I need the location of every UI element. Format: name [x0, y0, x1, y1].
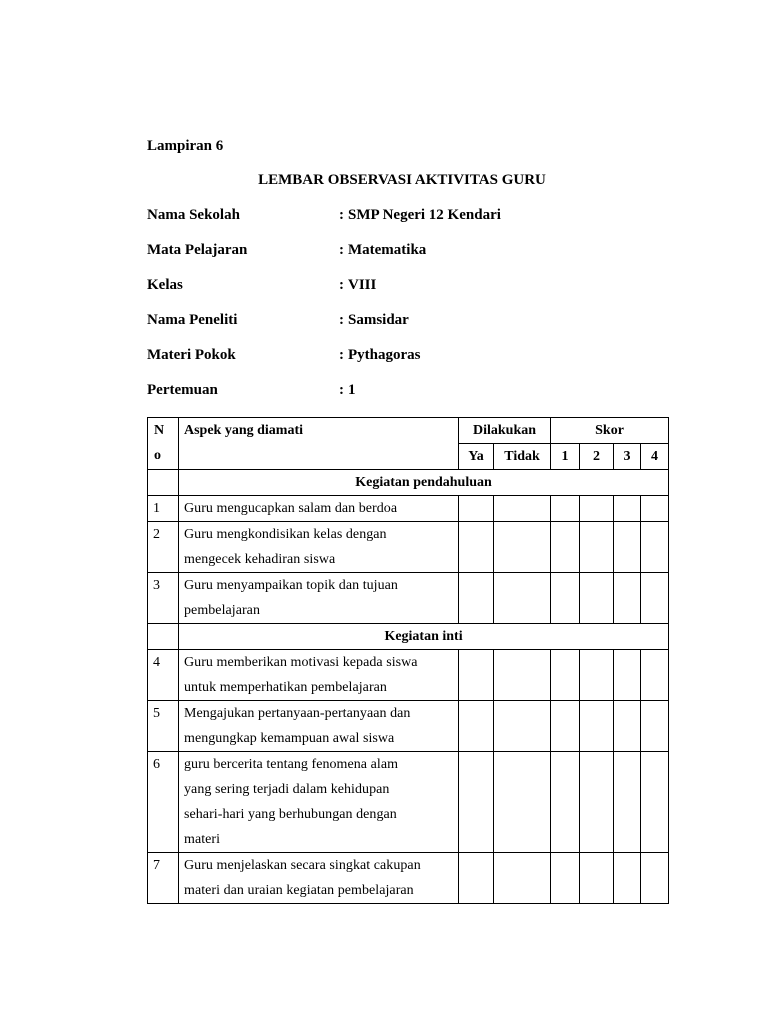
row-aspect — [179, 752, 459, 853]
row-number: 1 — [148, 496, 179, 522]
row-aspect-line: Guru mengucapkan salam dan berdoa — [184, 501, 398, 516]
cell-score-1 — [551, 496, 580, 522]
cell-score-3 — [614, 522, 641, 573]
header-tidak: Tidak — [494, 444, 551, 470]
section-row — [148, 624, 669, 650]
table-row — [148, 752, 669, 853]
section-title: Kegiatan inti — [179, 624, 669, 650]
cell-score-3 — [614, 496, 641, 522]
cell-score-4 — [641, 522, 669, 573]
cell-tidak — [494, 650, 551, 701]
info-value: Pythagoras — [348, 347, 421, 363]
row-aspect-line: materi dan uraian kegiatan pembelajaran — [184, 883, 414, 898]
info-value: Matematika — [348, 242, 427, 258]
cell-score-2 — [580, 853, 614, 904]
info-separator: : — [339, 347, 344, 363]
header-dilakukan: Dilakukan — [459, 418, 551, 444]
row-aspect-line: Mengajukan pertanyaan-pertanyaan dan — [184, 706, 411, 721]
section-spacer-cell — [148, 470, 179, 496]
info-separator: : — [339, 382, 344, 398]
header-score-4: 4 — [641, 444, 669, 470]
info-separator: : — [339, 312, 344, 328]
table-row — [148, 650, 669, 701]
header-ya: Ya — [459, 444, 494, 470]
table-row — [148, 701, 669, 752]
header-score-2: 2 — [580, 444, 614, 470]
header-score-3: 3 — [614, 444, 641, 470]
row-number: 2 — [148, 522, 179, 573]
row-aspect — [179, 701, 459, 752]
header-skor: Skor — [551, 418, 669, 444]
cell-tidak — [494, 522, 551, 573]
document-title: LEMBAR OBSERVASI AKTIVITAS GURU — [258, 172, 546, 188]
cell-tidak — [494, 752, 551, 853]
cell-score-2 — [580, 573, 614, 624]
header-no-cell — [148, 418, 179, 470]
section-spacer-cell — [148, 624, 179, 650]
section-row — [148, 470, 669, 496]
info-label: Nama Peneliti — [147, 312, 238, 328]
info-value: Samsidar — [348, 312, 409, 328]
row-aspect-line: Guru menyampaikan topik dan tujuan — [184, 578, 398, 593]
cell-score-2 — [580, 650, 614, 701]
row-aspect-line: yang sering terjadi dalam kehidupan — [184, 782, 390, 797]
info-separator: : — [339, 242, 344, 258]
cell-ya — [459, 752, 494, 853]
cell-score-1 — [551, 522, 580, 573]
cell-score-1 — [551, 573, 580, 624]
cell-ya — [459, 853, 494, 904]
row-aspect-line: mengecek kehadiran siswa — [184, 552, 336, 567]
section-title: Kegiatan pendahuluan — [179, 470, 669, 496]
row-aspect — [179, 496, 459, 522]
cell-score-2 — [580, 496, 614, 522]
observation-table — [147, 417, 669, 904]
cell-tidak — [494, 496, 551, 522]
cell-ya — [459, 573, 494, 624]
cell-ya — [459, 701, 494, 752]
row-aspect-line: pembelajaran — [184, 603, 261, 618]
table-row — [148, 522, 669, 573]
cell-score-3 — [614, 752, 641, 853]
cell-score-1 — [551, 701, 580, 752]
cell-score-4 — [641, 650, 669, 701]
row-aspect — [179, 573, 459, 624]
row-aspect-line: materi — [184, 832, 221, 847]
cell-tidak — [494, 573, 551, 624]
table-row — [148, 573, 669, 624]
info-label: Pertemuan — [147, 382, 218, 398]
info-label: Mata Pelajaran — [147, 242, 248, 258]
appendix-label: Lampiran 6 — [147, 138, 224, 154]
row-number: 6 — [148, 752, 179, 853]
table-row — [148, 496, 669, 522]
table-row — [148, 853, 669, 904]
info-value: SMP Negeri 12 Kendari — [348, 207, 501, 223]
row-aspect — [179, 853, 459, 904]
row-aspect-line: Guru memberikan motivasi kepada siswa — [184, 655, 418, 670]
header-score-1: 1 — [551, 444, 580, 470]
cell-score-2 — [580, 522, 614, 573]
row-number: 4 — [148, 650, 179, 701]
cell-score-1 — [551, 650, 580, 701]
row-number: 3 — [148, 573, 179, 624]
cell-tidak — [494, 853, 551, 904]
info-value: 1 — [348, 382, 356, 398]
header-no-line1: N — [154, 423, 165, 438]
info-label: Kelas — [147, 277, 183, 293]
cell-ya — [459, 522, 494, 573]
row-number: 7 — [148, 853, 179, 904]
cell-score-2 — [580, 701, 614, 752]
row-aspect-line: Guru menjelaskan secara singkat cakupan — [184, 858, 421, 873]
row-aspect-line: Guru mengkondisikan kelas dengan — [184, 527, 387, 542]
cell-ya — [459, 496, 494, 522]
cell-score-1 — [551, 853, 580, 904]
header-aspect: Aspek yang diamati — [179, 418, 459, 470]
cell-ya — [459, 650, 494, 701]
table-header-row — [148, 418, 669, 444]
cell-score-2 — [580, 752, 614, 853]
info-separator: : — [339, 277, 344, 293]
row-aspect-line: mengungkap kemampuan awal siswa — [184, 731, 395, 746]
cell-tidak — [494, 701, 551, 752]
cell-score-4 — [641, 496, 669, 522]
info-separator: : — [339, 207, 344, 223]
cell-score-1 — [551, 752, 580, 853]
row-aspect-line: untuk memperhatikan pembelajaran — [184, 680, 387, 695]
info-value: VIII — [348, 277, 377, 293]
cell-score-4 — [641, 573, 669, 624]
cell-score-3 — [614, 853, 641, 904]
cell-score-3 — [614, 573, 641, 624]
cell-score-4 — [641, 853, 669, 904]
row-number: 5 — [148, 701, 179, 752]
cell-score-3 — [614, 650, 641, 701]
cell-score-4 — [641, 701, 669, 752]
row-aspect — [179, 522, 459, 573]
info-label: Materi Pokok — [147, 347, 236, 363]
row-aspect-line: sehari-hari yang berhubungan dengan — [184, 807, 397, 822]
row-aspect-line: guru bercerita tentang fenomena alam — [184, 757, 399, 772]
row-aspect — [179, 650, 459, 701]
cell-score-3 — [614, 701, 641, 752]
info-label: Nama Sekolah — [147, 207, 240, 223]
cell-score-4 — [641, 752, 669, 853]
header-no-line2: o — [154, 448, 161, 463]
